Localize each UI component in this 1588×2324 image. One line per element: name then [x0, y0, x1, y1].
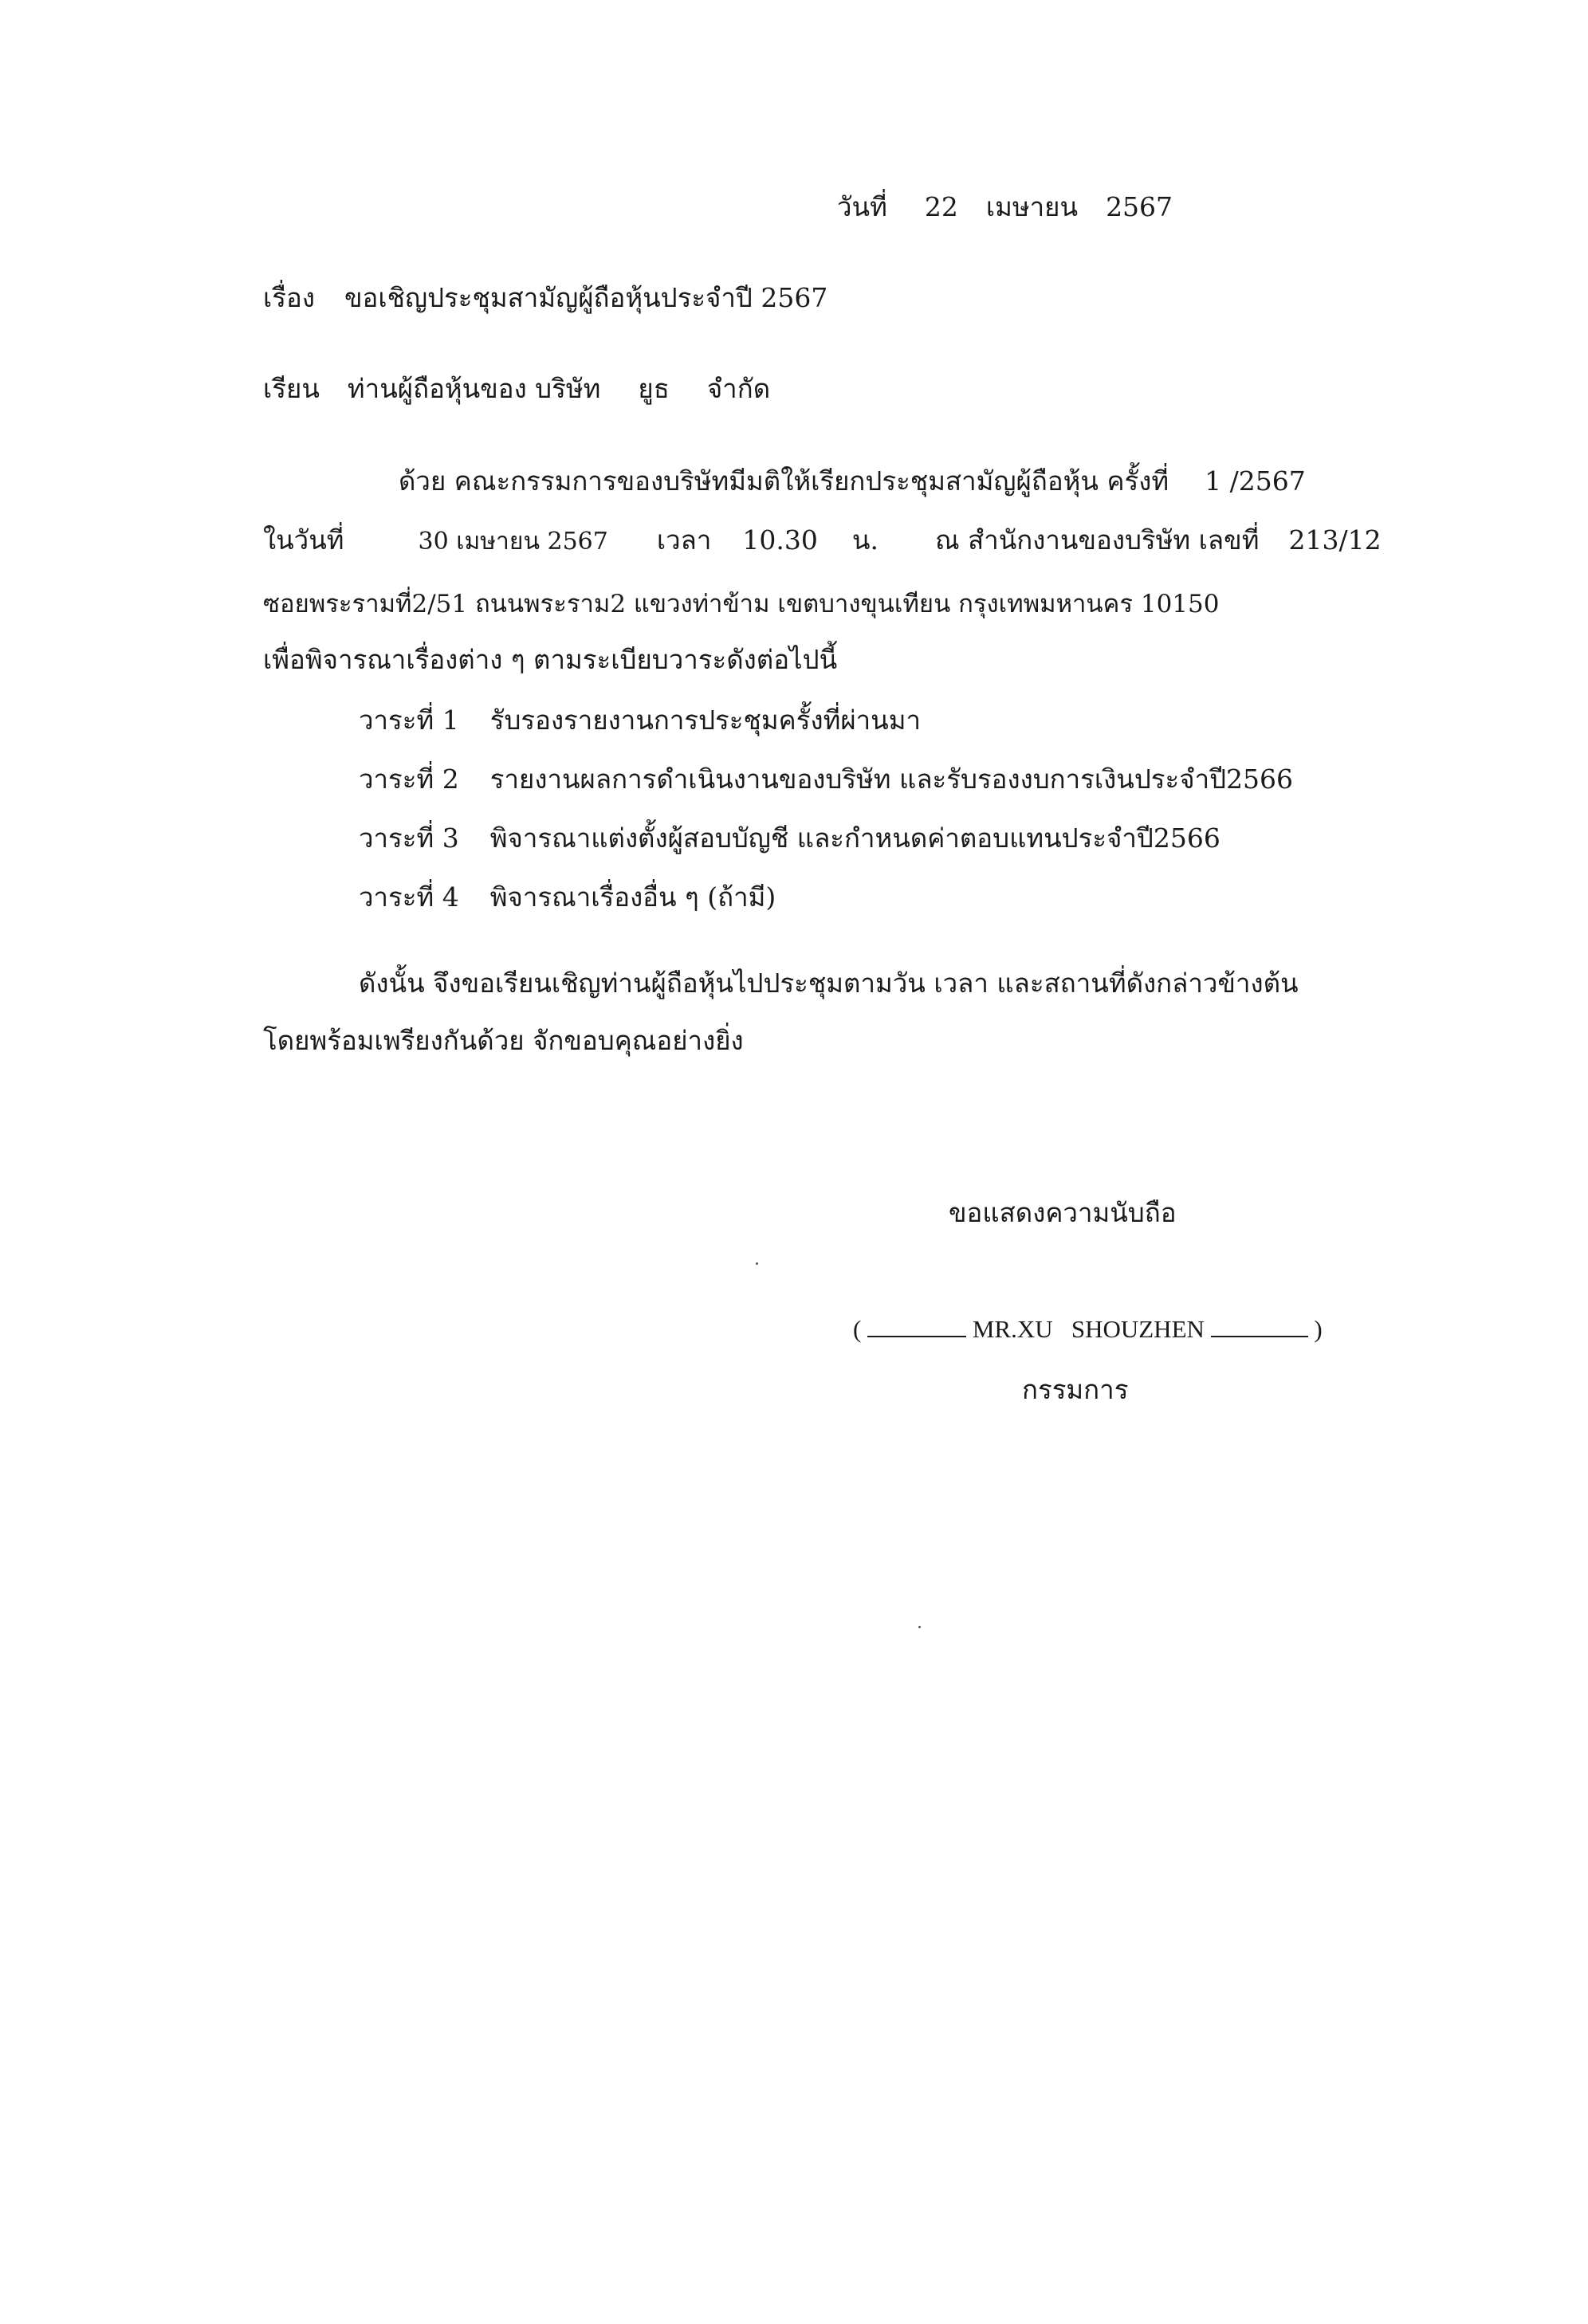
close-paren: ) — [1314, 1315, 1323, 1343]
closing-text-1: ดังนั้น จึงขอเรียนเชิญท่านผู้ถือหุ้นไปประชุมตามวัน เวลา และสถานที่ดังกล่าวข้างต้น — [359, 968, 1299, 999]
closing-line-1 — [359, 966, 1299, 1001]
regards-line — [949, 1195, 1177, 1231]
meeting-date-label: ในวันที่ — [263, 524, 344, 555]
agenda-item-label: วาระที่ 1 — [359, 705, 459, 736]
meeting-time-unit: น. — [851, 524, 879, 555]
subject-line — [263, 281, 827, 316]
agenda-item-text: รายงานผลการดำเนินงานของบริษัท และรับรองงบการเงินประจำปี2566 — [489, 764, 1294, 795]
agenda-item-3 — [359, 821, 1220, 856]
recipient-text: ท่านผู้ถือหุ้นของ บริษัท — [347, 373, 601, 404]
meeting-place-number: 213/12 — [1288, 524, 1382, 555]
body-line-2 — [263, 523, 1382, 559]
agenda-item-label: วาระที่ 3 — [359, 822, 459, 854]
closing-line-2 — [263, 1023, 744, 1058]
agenda-item-label: วาระที่ 2 — [359, 764, 459, 795]
body-line-4 — [263, 642, 837, 677]
agenda-intro: เพื่อพิจารณาเรื่องต่าง ๆ ตามระเบียบวาระดังต่อไปนี้ — [263, 644, 838, 675]
recipient-label: เรียน — [263, 373, 320, 404]
agenda-item-2 — [359, 762, 1293, 797]
meeting-date: 30 เมษายน 2567 — [418, 528, 608, 555]
closing-text-2: โดยพร้อมเพรียงกันด้วย จักขอบคุณอย่างยิ่ง — [263, 1025, 744, 1056]
signatory-title-line — [1022, 1372, 1128, 1407]
date-label: วันที่ — [837, 191, 887, 222]
agenda-item-1 — [359, 703, 921, 738]
meeting-number: 1 /2567 — [1205, 465, 1306, 497]
date-year: 2567 — [1106, 191, 1173, 222]
subject-text: ขอเชิญประชุมสามัญผู้ถือหุ้นประจำปี 2567 — [344, 282, 828, 313]
recipient-line — [263, 371, 770, 406]
signatory-name: MR.XU SHOUZHEN — [972, 1315, 1205, 1343]
date-month: เมษายน — [985, 191, 1079, 222]
body-line-3 — [263, 587, 1219, 622]
signature-blank-left — [867, 1312, 966, 1337]
agenda-item-text: พิจารณาแต่งตั้งผู้สอบบัญชี และกำหนดค่าตอบแทนประจำปี2566 — [489, 822, 1220, 854]
body-line-1 — [399, 464, 1306, 499]
open-paren: ( — [853, 1315, 862, 1343]
meeting-time: 10.30 — [742, 524, 818, 555]
meeting-address: ซอยพระรามที่2/51 ถนนพระราม2 แขวงท่าข้าม เขตบางขุนเทียน กรุงเทพมหานคร 10150 — [263, 590, 1220, 618]
meeting-time-label: เวลา — [656, 524, 712, 555]
agenda-item-text: รับรองรายงานการประชุมครั้งที่ผ่านมา — [489, 705, 922, 736]
date-day: 22 — [924, 191, 958, 222]
signatory-title: กรรมการ — [1022, 1374, 1129, 1405]
date-line — [837, 190, 1173, 225]
signature-blank-right — [1211, 1312, 1308, 1337]
recipient-suffix: จำกัด — [706, 373, 771, 404]
scan-speck — [756, 1262, 758, 1265]
body-line-1-text: ด้วย คณะกรรมการของบริษัทมีมติให้เรียกประชุมสามัญผู้ถือหุ้น ครั้งที่ — [399, 465, 1169, 497]
agenda-item-label: วาระที่ 4 — [359, 881, 459, 913]
recipient-company: ยูธ — [638, 373, 670, 404]
signatory-name-line — [853, 1312, 1323, 1347]
subject-label: เรื่อง — [263, 282, 315, 313]
scan-speck — [918, 1626, 921, 1628]
agenda-item-text: พิจารณาเรื่องอื่น ๆ (ถ้ามี) — [489, 881, 776, 913]
meeting-place: ณ สำนักงานของบริษัท เลขที่ — [934, 524, 1260, 555]
agenda-item-4 — [359, 880, 776, 915]
regards-text: ขอแสดงความนับถือ — [949, 1197, 1177, 1228]
